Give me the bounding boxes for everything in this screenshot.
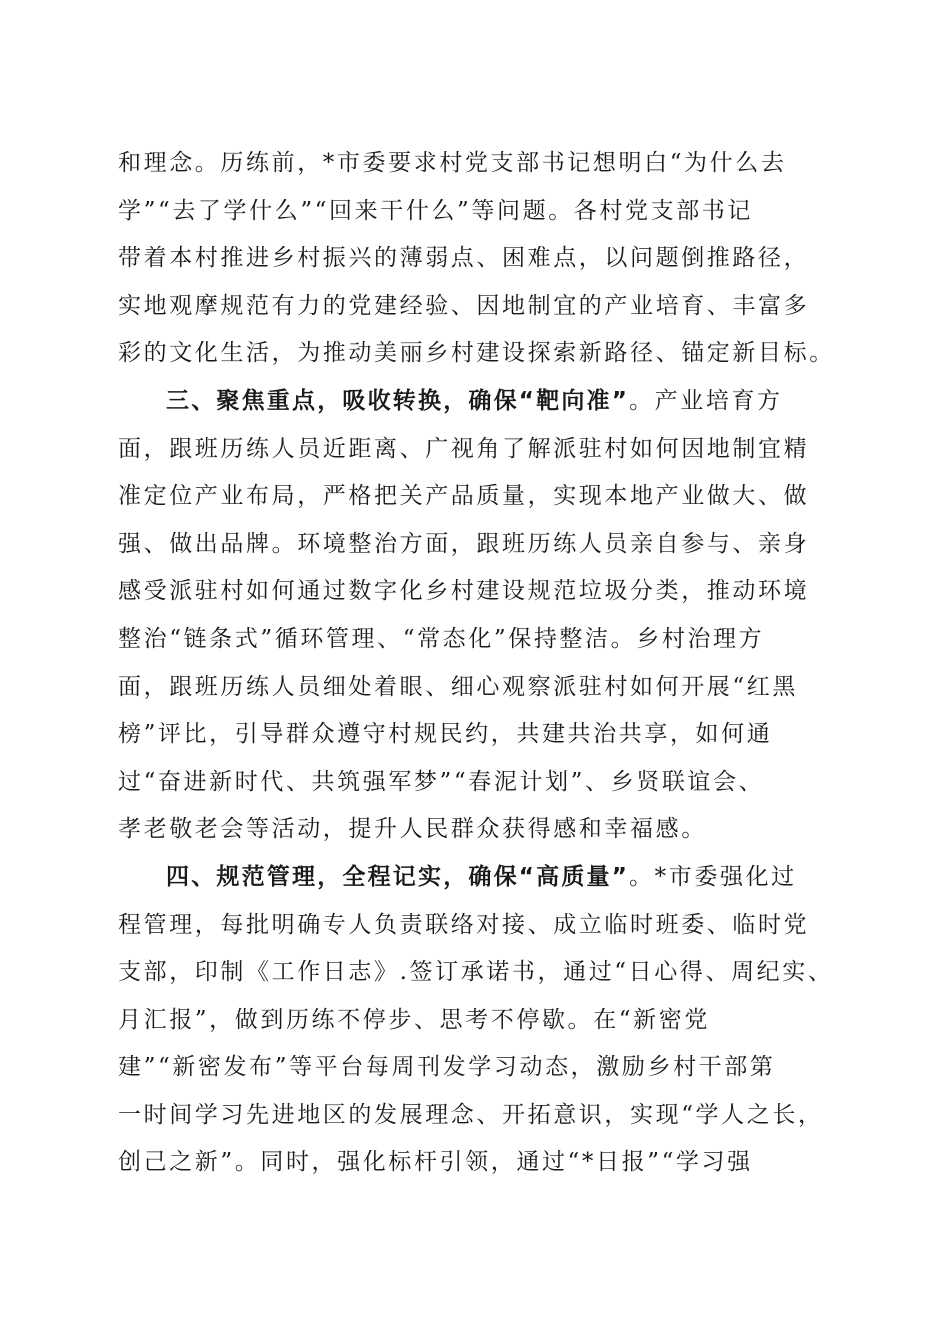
text-run: 。*市委强化过	[629, 863, 797, 890]
text-line: 感受派驻村如何通过数字化乡村建设规范垃圾分类，推动环境	[118, 578, 810, 605]
text-line: 建”“新密发布”等平台每周刊发学习动态，激励乡村干部第	[118, 1054, 776, 1081]
text-line: 支部，印制《工作日志》.签订承诺书，通过“日心得、周纪实、	[118, 959, 834, 986]
text-line: 面，跟班历练人员细处着眼、细心观察派驻村如何开展“红黑	[118, 673, 798, 700]
text-line: 带着本村推进乡村振兴的薄弱点、困难点，以问题倒推路径，	[118, 245, 810, 272]
paragraph-first-line	[118, 854, 838, 902]
text-line: 面，跟班历练人员近距离、广视角了解派驻村如何因地制宜精	[118, 435, 810, 462]
paragraph-first-line	[118, 378, 838, 426]
document-body	[118, 140, 838, 1187]
text-line: 孝老敬老会等活动，提升人民群众获得感和幸福感。	[118, 816, 707, 843]
section-heading-4: 四、规范管理，全程记实，确保“高质量”	[166, 863, 630, 890]
text-line: 一时间学习先进地区的发展理念、开拓意识，实现“学人之长，	[118, 1101, 824, 1128]
text-line: 强、做出品牌。环境整治方面，跟班历练人员亲自参与、亲身	[118, 530, 810, 557]
text-run: 。产业培育方	[629, 387, 783, 414]
text-line: 创己之新”。同时，强化标杆引领，通过“*日报”“学习强	[118, 1149, 753, 1176]
text-line: 过“奋进新时代、共筑强军梦”“春泥计划”、乡贤联谊会、	[118, 768, 765, 795]
text-line: 彩的文化生活，为推动美丽乡村建设探索新路径、锚定新目标。	[118, 340, 835, 367]
paragraph-1	[118, 140, 838, 378]
text-line: 实地观摩规范有力的党建经验、因地制宜的产业培育、丰富多	[118, 292, 810, 319]
text-line: 准定位产业布局，严格把关产品质量，实现本地产业做大、做	[118, 483, 810, 510]
text-line: 月汇报”，做到历练不停步、思考不停歇。在“新密党	[118, 1006, 710, 1033]
text-line: 整治“链条式”循环管理、“常态化”保持整洁。乡村治理方	[118, 625, 765, 652]
text-line: 学”“去了学什么”“回来干什么”等问题。各村党支部书记	[118, 197, 753, 224]
text-line: 程管理，每批明确专人负责联络对接、成立临时班委、临时党	[118, 911, 810, 938]
paragraph-2	[118, 378, 838, 854]
text-line: 和理念。历练前，*市委要求村党支部书记想明白“为什么去	[118, 150, 787, 176]
section-heading-3: 三、聚焦重点，吸收转换，确保“靶向准”	[166, 387, 630, 414]
paragraph-3	[118, 854, 838, 1187]
text-line: 榜”评比，引导群众遵守村规民约，共建共治共享，如何通	[118, 721, 773, 748]
